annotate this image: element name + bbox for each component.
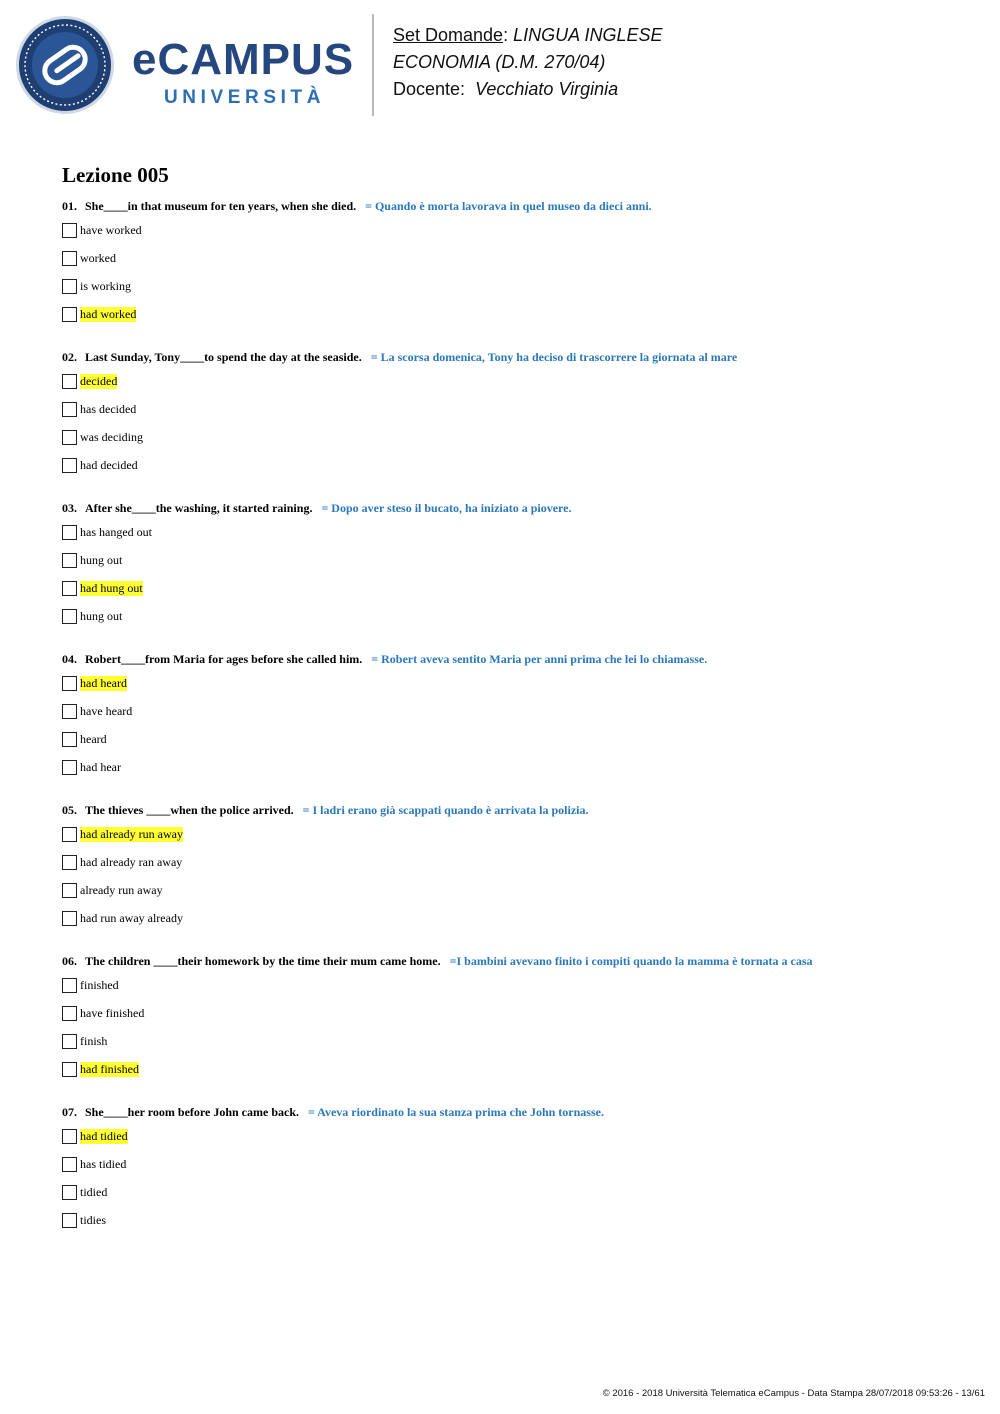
question-list xyxy=(62,196,962,1253)
answer-option[interactable] xyxy=(62,518,962,546)
question-translation: = Robert aveva sentito Maria per anni prima che lei lo chiamasse. xyxy=(371,652,708,666)
answer-label: is working xyxy=(80,278,131,293)
lesson-title: Lezione 005 xyxy=(62,163,169,187)
answer-label: was deciding xyxy=(80,429,143,444)
answer-option[interactable] xyxy=(62,367,962,395)
answer-checkbox[interactable] xyxy=(62,251,77,266)
question-sentence: She____in that museum for ten years, when she died. xyxy=(85,199,357,213)
answer-option[interactable] xyxy=(62,451,962,479)
question-text xyxy=(62,649,962,669)
question-sentence: She____her room before John came back. xyxy=(85,1105,299,1119)
answer-checkbox[interactable] xyxy=(62,978,77,993)
answer-label: decided xyxy=(80,373,118,388)
answer-option[interactable] xyxy=(62,574,962,602)
question-number: 07. xyxy=(62,1105,77,1119)
page-footer: © 2016 - 2018 Università Telematica eCampus - Data Stampa 28/07/2018 09:53:26 - 13/61 xyxy=(602,1388,985,1399)
question-number: 04. xyxy=(62,652,77,666)
set-label: Set Domande xyxy=(393,25,504,45)
ecampus-logo-wordmark xyxy=(132,35,357,108)
answer-checkbox[interactable] xyxy=(62,609,77,624)
answer-option[interactable] xyxy=(62,1150,962,1178)
answer-option[interactable] xyxy=(62,999,962,1027)
answer-checkbox[interactable] xyxy=(62,307,77,322)
answer-option[interactable] xyxy=(62,697,962,725)
answer-checkbox[interactable] xyxy=(62,855,77,870)
answer-checkbox[interactable] xyxy=(62,430,77,445)
answer-option[interactable] xyxy=(62,1027,962,1055)
answer-label: heard xyxy=(80,731,107,746)
question-number: 01. xyxy=(62,199,77,213)
teacher-name: Vecchiato Virginia xyxy=(475,79,619,99)
answer-label: had already ran away xyxy=(80,854,183,869)
answer-label: had decided xyxy=(80,457,138,472)
answer-checkbox[interactable] xyxy=(62,374,77,389)
answer-label: already run away xyxy=(80,882,163,897)
answer-label: finished xyxy=(80,977,119,992)
answer-checkbox[interactable] xyxy=(62,402,77,417)
answer-option[interactable] xyxy=(62,423,962,451)
answer-checkbox[interactable] xyxy=(62,1213,77,1228)
answer-option[interactable] xyxy=(62,876,962,904)
answer-label: finish xyxy=(80,1033,108,1048)
answer-checkbox[interactable] xyxy=(62,1034,77,1049)
answer-checkbox[interactable] xyxy=(62,911,77,926)
answer-checkbox[interactable] xyxy=(62,1157,77,1172)
answer-label: tidied xyxy=(80,1184,108,1199)
teacher-label: Docente: xyxy=(393,79,466,99)
answer-label: has hanged out xyxy=(80,524,152,539)
answer-option[interactable] xyxy=(62,244,962,272)
answer-label: hung out xyxy=(80,552,123,567)
question-translation: = Quando è morta lavorava in quel museo da dieci anni. xyxy=(365,199,652,213)
answer-option[interactable] xyxy=(62,272,962,300)
answer-label: have finished xyxy=(80,1005,145,1020)
question xyxy=(62,800,962,951)
question-text xyxy=(62,1102,962,1122)
answer-checkbox[interactable] xyxy=(62,1129,77,1144)
answer-checkbox[interactable] xyxy=(62,1062,77,1077)
answer-checkbox[interactable] xyxy=(62,827,77,842)
header-divider xyxy=(372,14,374,116)
question-translation: = Aveva riordinato la sua stanza prima che John tornasse. xyxy=(308,1105,604,1119)
answer-checkbox[interactable] xyxy=(62,581,77,596)
answer-option[interactable] xyxy=(62,904,962,932)
question-sentence: The thieves ____when the police arrived. xyxy=(85,803,294,817)
answer-checkbox[interactable] xyxy=(62,732,77,747)
answer-label: had heard xyxy=(80,675,127,690)
logo-main-text: eCAMPUS xyxy=(132,35,355,84)
question xyxy=(62,649,962,800)
answer-option[interactable] xyxy=(62,1178,962,1206)
answer-checkbox[interactable] xyxy=(62,760,77,775)
answer-checkbox[interactable] xyxy=(62,279,77,294)
answer-option[interactable] xyxy=(62,1055,962,1083)
question-text xyxy=(62,347,962,367)
question xyxy=(62,1102,962,1253)
question-translation: =I bambini avevano finito i compiti quando la mamma è tornata a casa xyxy=(449,954,813,968)
answer-option[interactable] xyxy=(62,971,962,999)
answer-option[interactable] xyxy=(62,1122,962,1150)
question-number: 03. xyxy=(62,501,77,515)
answer-option[interactable] xyxy=(62,1206,962,1234)
answer-checkbox[interactable] xyxy=(62,223,77,238)
answer-checkbox[interactable] xyxy=(62,525,77,540)
answer-label: had run away already xyxy=(80,910,183,925)
question-sentence: Last Sunday, Tony____to spend the day at the seaside. xyxy=(85,350,362,364)
question-text xyxy=(62,498,962,518)
answer-option[interactable] xyxy=(62,395,962,423)
answer-label: had worked xyxy=(80,306,137,321)
program-name: ECONOMIA (D.M. 270/04) xyxy=(393,52,606,72)
question xyxy=(62,347,962,498)
answer-label: had already run away xyxy=(80,826,183,841)
question-sentence: Robert____from Maria for ages before she called him. xyxy=(85,652,363,666)
question xyxy=(62,498,962,649)
question xyxy=(62,196,962,347)
question-number: 06. xyxy=(62,954,77,968)
question-translation: = La scorsa domenica, Tony ha deciso di trascorrere la giornata al mare xyxy=(370,350,738,364)
question-text xyxy=(62,196,962,216)
answer-label: had finished xyxy=(80,1061,139,1076)
logo-sub-text: UNIVERSITÀ xyxy=(163,87,326,108)
answer-checkbox[interactable] xyxy=(62,883,77,898)
answer-label: hung out xyxy=(80,608,123,623)
question-translation: = Dopo aver steso il bucato, ha iniziato a piovere. xyxy=(321,501,572,515)
answer-checkbox[interactable] xyxy=(62,553,77,568)
answer-label: have worked xyxy=(80,222,142,237)
answer-label: worked xyxy=(80,250,116,265)
question-number: 02. xyxy=(62,350,77,364)
set-line: Set Domande: LINGUA INGLESE xyxy=(393,25,663,45)
teacher-line xyxy=(393,76,662,103)
header-info xyxy=(393,22,662,103)
question xyxy=(62,951,962,1102)
answer-option[interactable] xyxy=(62,753,962,781)
question-number: 05. xyxy=(62,803,77,817)
ecampus-logo-seal xyxy=(15,15,115,115)
answer-option[interactable] xyxy=(62,546,962,574)
answer-checkbox[interactable] xyxy=(62,704,77,719)
answer-label: had tidied xyxy=(80,1128,128,1143)
answer-option[interactable] xyxy=(62,848,962,876)
answer-option[interactable] xyxy=(62,602,962,630)
answer-checkbox[interactable] xyxy=(62,1185,77,1200)
answer-checkbox[interactable] xyxy=(62,458,77,473)
answer-label: has tidied xyxy=(80,1156,127,1171)
question-translation: = I ladri erano già scappati quando è arrivata la polizia. xyxy=(302,803,589,817)
answer-checkbox[interactable] xyxy=(62,1006,77,1021)
answer-option[interactable] xyxy=(62,669,962,697)
answer-label: has decided xyxy=(80,401,137,416)
question-sentence: The children ____their homework by the time their mum came home. xyxy=(85,954,441,968)
question-sentence: After she____the washing, it started raining. xyxy=(85,501,313,515)
answer-option[interactable] xyxy=(62,300,962,328)
answer-label: have heard xyxy=(80,703,133,718)
answer-option[interactable] xyxy=(62,820,962,848)
answer-label: tidies xyxy=(80,1212,106,1227)
course-name: LINGUA INGLESE xyxy=(513,25,663,45)
answer-checkbox[interactable] xyxy=(62,676,77,691)
answer-label: had hear xyxy=(80,759,121,774)
answer-option[interactable] xyxy=(62,725,962,753)
answer-option[interactable] xyxy=(62,216,962,244)
question-text xyxy=(62,951,962,971)
question-text xyxy=(62,800,962,820)
answer-label: had hung out xyxy=(80,580,143,595)
